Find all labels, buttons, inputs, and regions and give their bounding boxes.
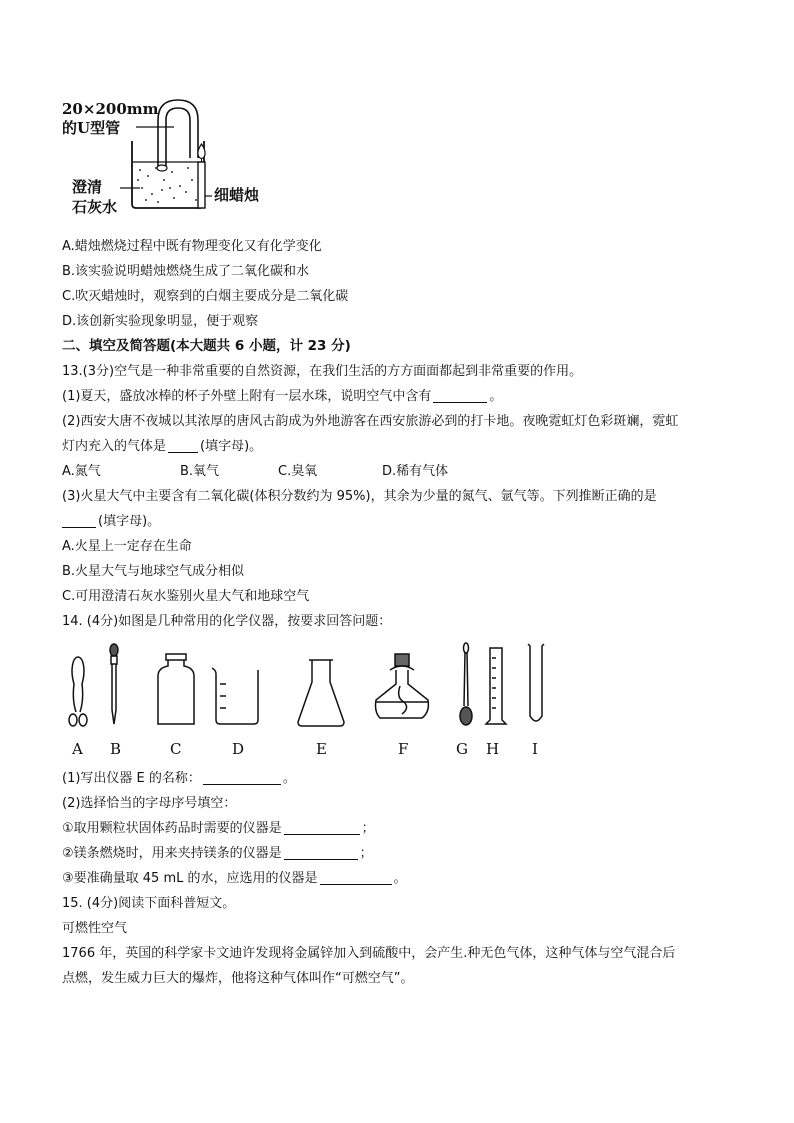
- limewater-label-1: 澄清: [72, 178, 103, 196]
- q13-part1-text: (1)夏天，盛放冰棒的杯子外壁上附有一层水珠，说明空气中含有: [62, 389, 432, 404]
- q14-part2-3-end: 。: [393, 871, 407, 886]
- instruments-drawing: [62, 640, 562, 740]
- q14-part2-1-text: ①取用颗粒状固体药品时需要的仪器是: [62, 821, 282, 836]
- q13-part3-blank[interactable]: [62, 513, 96, 528]
- q14-part2-2-end: ；: [359, 846, 373, 861]
- q13-part3-option-b: B.火星大气与地球空气成分相似: [62, 564, 245, 579]
- document-body: [62, 234, 732, 991]
- q13-part3-option-a: A.火星上一定存在生命: [62, 539, 192, 554]
- q14-part1-end: 。: [282, 771, 296, 786]
- instrument-label-c: C: [170, 740, 182, 758]
- q15-paragraph-line1: 1766 年，英国的科学家卡文迪许发现将金属锌加入到硫酸中，会产生.种无色气体，这种气体与空气混合后: [62, 946, 676, 961]
- q13-part3-end: (填字母)。: [98, 514, 161, 529]
- q14-stem: 14. (4分)如图是几种常用的化学仪器，按要求回答问题：: [62, 614, 392, 629]
- limewater-label-2: 石灰水: [72, 198, 118, 216]
- q15-paragraph-line2: 点燃，发生威力巨大的爆炸，他将这种气体叫作“可燃空气”。: [62, 971, 414, 986]
- q12-option-a: A.蜡烛燃烧过程中既有物理变化又有化学变化: [62, 239, 322, 254]
- q14-part2-2-text: ②镁条燃烧时，用来夹持镁条的仪器是: [62, 846, 282, 861]
- instrument-label-a: A: [72, 740, 83, 758]
- q13-part3-line1: (3)火星大气中主要含有二氧化碳(体积分数约为 95%)，其余为少量的氮气、氩气等。下列推断正确的是: [62, 489, 657, 504]
- instrument-c-bottle: [158, 654, 194, 724]
- q15-stem: 15. (4分)阅读下面科普短文。: [62, 896, 236, 911]
- q14-part2-1: [62, 816, 732, 841]
- q14-part2-3-text: ③要准确量取 45 mL 的水，应选用的仪器是: [62, 871, 318, 886]
- q13-part1: [62, 384, 732, 409]
- q14-part2-1-blank[interactable]: [284, 820, 360, 835]
- q13-part2-option-b: B.氧气: [180, 464, 220, 479]
- q13-part1-blank[interactable]: [433, 388, 487, 403]
- q13-part2-end: (填字母)。: [200, 439, 263, 454]
- q13-part2-blank[interactable]: [168, 438, 198, 453]
- q13-part2-text: 灯内充入的气体是: [62, 439, 167, 454]
- instrument-g-spoon: [460, 643, 472, 725]
- q13-part2-line1: (2)西安大唐不夜城以其浓厚的唐风古韵成为外地游客在西安旅游必到的打卡地。夜晚霓虹灯色彩斑斓，霓虹: [62, 414, 679, 429]
- q13-part2-option-d: D.稀有气体: [382, 464, 449, 479]
- instrument-i-test-tube: [528, 644, 544, 721]
- q14-part2-3: [62, 866, 732, 891]
- instrument-label-h: H: [486, 740, 500, 758]
- q12-option-b: B.该实验说明蜡烛燃烧生成了二氧化碳和水: [62, 264, 310, 279]
- candle-label: 细蜡烛: [214, 186, 260, 204]
- instrument-d-beaker: [212, 668, 258, 724]
- q14-part1-text: (1)写出仪器 E 的名称：: [62, 771, 201, 786]
- q14-part1-blank[interactable]: [203, 770, 281, 785]
- q13-part1-end: 。: [489, 389, 503, 404]
- instrument-label-i: I: [532, 740, 538, 758]
- instrument-label-f: F: [398, 740, 409, 758]
- q14-part2: (2)选择恰当的字母序号填空：: [62, 796, 237, 811]
- q13-part2-option-c: C.臭氧: [278, 464, 318, 479]
- q14-part2-2: [62, 841, 732, 866]
- q15-article-title: 可燃性空气: [62, 921, 128, 936]
- instruments-figure: [62, 640, 732, 762]
- q13-part2-line2: [62, 434, 732, 459]
- q13-part3-option-c: C.可用澄清石灰水鉴别火星大气和地球空气: [62, 589, 310, 604]
- u-tube-apparatus-figure: [62, 96, 282, 224]
- q14-part1: [62, 766, 732, 791]
- q14-part2-2-blank[interactable]: [284, 845, 358, 860]
- q14-part2-1-end: ；: [361, 821, 375, 836]
- instrument-label-b: B: [110, 740, 122, 758]
- tube-label-size: 20×200mm: [62, 100, 159, 118]
- q13-part2-option-a: A.氮气: [62, 464, 101, 479]
- instrument-e-flask: [298, 660, 344, 726]
- instrument-f-lamp: [376, 654, 429, 718]
- instrument-label-d: D: [232, 740, 245, 758]
- q14-part2-3-blank[interactable]: [320, 870, 392, 885]
- q13-part2-options: [62, 459, 732, 484]
- q13-stem: 13.(3分)空气是一种非常重要的自然资源，在我们生活的方方面面都起到非常重要的作用。: [62, 364, 583, 379]
- tube-label-name: 的U型管: [62, 119, 121, 137]
- instrument-b-dropper: [110, 644, 118, 724]
- instrument-a-tongs: [69, 657, 87, 726]
- q12-option-d: D.该创新实验现象明显，便于观察: [62, 314, 259, 329]
- instrument-label-e: E: [316, 740, 327, 758]
- q12-option-c: C.吹灭蜡烛时，观察到的白烟主要成分是二氧化碳: [62, 289, 349, 304]
- q13-part3-line2: [62, 509, 732, 534]
- instrument-h-cylinder: [486, 648, 506, 724]
- section2-heading: 二、填空及简答题(本大题共 6 小题，计 23 分): [62, 338, 351, 354]
- instrument-label-g: G: [456, 740, 468, 758]
